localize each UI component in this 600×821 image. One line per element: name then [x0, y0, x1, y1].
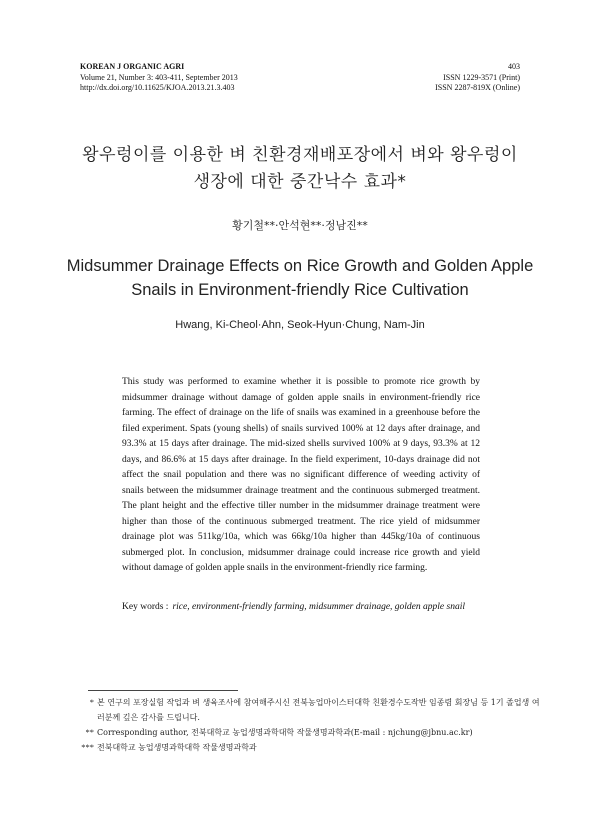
english-title [60, 254, 540, 302]
footnote-item [78, 740, 540, 755]
keywords [122, 600, 482, 616]
abstract: This study was performed to examine whether it is possible to promote rice growth by midsummer drainage without damage of golden apple snails in environment-friendly rice farming. The effect of drainage on the life of snails was examined in a greenhouse before the filed experiment. Spats (young shells) of snails survived 100% at 12 days after drainage, and 93.3% at 15 days after drainage. The mid-sized shells survived 100% at 9 days, 93.3% at 12 days, and 86.6% at 15 days after drainage. In the field experiment, 10-days drainage did not affect the snail population and there was no significant difference of weeding activity of snails between the midsummer drainage treatment and the continuous submerged treatment. The plant height and the effective tiller number in the midsummer drainage treatment were higher than those of the continuous submerged treatment. The rice yield of midsummer drainage plot was 511kg/10a, which was 66kg/10a higher than 445kg/10a of continuous submerged plot. In conclusion, midsummer drainage could increase rice growth and yield without damage of golden apple snails in the environment-friendly rice farming. [122, 377, 480, 573]
keywords-list: rice, environment-friendly farming, midsummer drainage, golden apple snail [172, 602, 465, 612]
footnote-text: 본 연구의 포장실험 작업과 벼 생육조사에 참여해주시신 전북농업마이스터대학 친환경수도작반 임종렴 회장님 등 1기 졸업생 여러분께 깊은 감사를 드립니다. [97, 698, 540, 722]
volume-info: Volume 21, Number 3: 403-411, September 2013 [80, 72, 238, 82]
page-number: 403 [508, 62, 520, 71]
korean-title [60, 142, 540, 196]
english-title-line2: Snails in Environment-friendly Rice Cultivation [131, 281, 469, 299]
korean-title-line2: 생장에 대한 중간낙수 효과* [193, 172, 407, 192]
footnotes [78, 695, 540, 755]
korean-authors: 황기철**·안석현**·정남진** [232, 219, 368, 232]
header-left [80, 62, 238, 94]
footnote-mark: ** [85, 727, 94, 737]
english-authors: Hwang, Ki-Cheol·Ahn, Seok-Hyun·Chung, Nam-Jin [175, 319, 425, 331]
footnote-mark: *** [81, 742, 94, 752]
doi-link[interactable]: http://dx.doi.org/10.11625/KJOA.2013.21.3.403 [80, 83, 235, 92]
journal-name: KOREAN J ORGANIC AGRI [80, 62, 185, 71]
footnote-text: Corresponding author, 전북대학교 농업생명과학대학 작물생명과학과(E-mail : njchung@jbnu.ac.kr) [97, 728, 473, 737]
footnote-text: 전북대학교 농업생명과학대학 작물생명과학과 [97, 743, 257, 752]
issn-print: ISSN 1229-3571 (Print) [443, 72, 520, 82]
header-right [435, 62, 520, 94]
korean-title-line1: 왕우렁이를 이용한 벼 친환경재배포장에서 벼와 왕우렁이 [82, 145, 518, 165]
footnote-item [78, 695, 540, 725]
keywords-label: Key words : [122, 602, 169, 612]
issn-online: ISSN 2287-819X (Online) [435, 83, 520, 92]
footnote-item [78, 725, 540, 740]
footnote-mark: * [89, 697, 94, 707]
footnote-divider [88, 690, 238, 691]
english-title-line1: Midsummer Drainage Effects on Rice Growth and Golden Apple [66, 257, 534, 275]
